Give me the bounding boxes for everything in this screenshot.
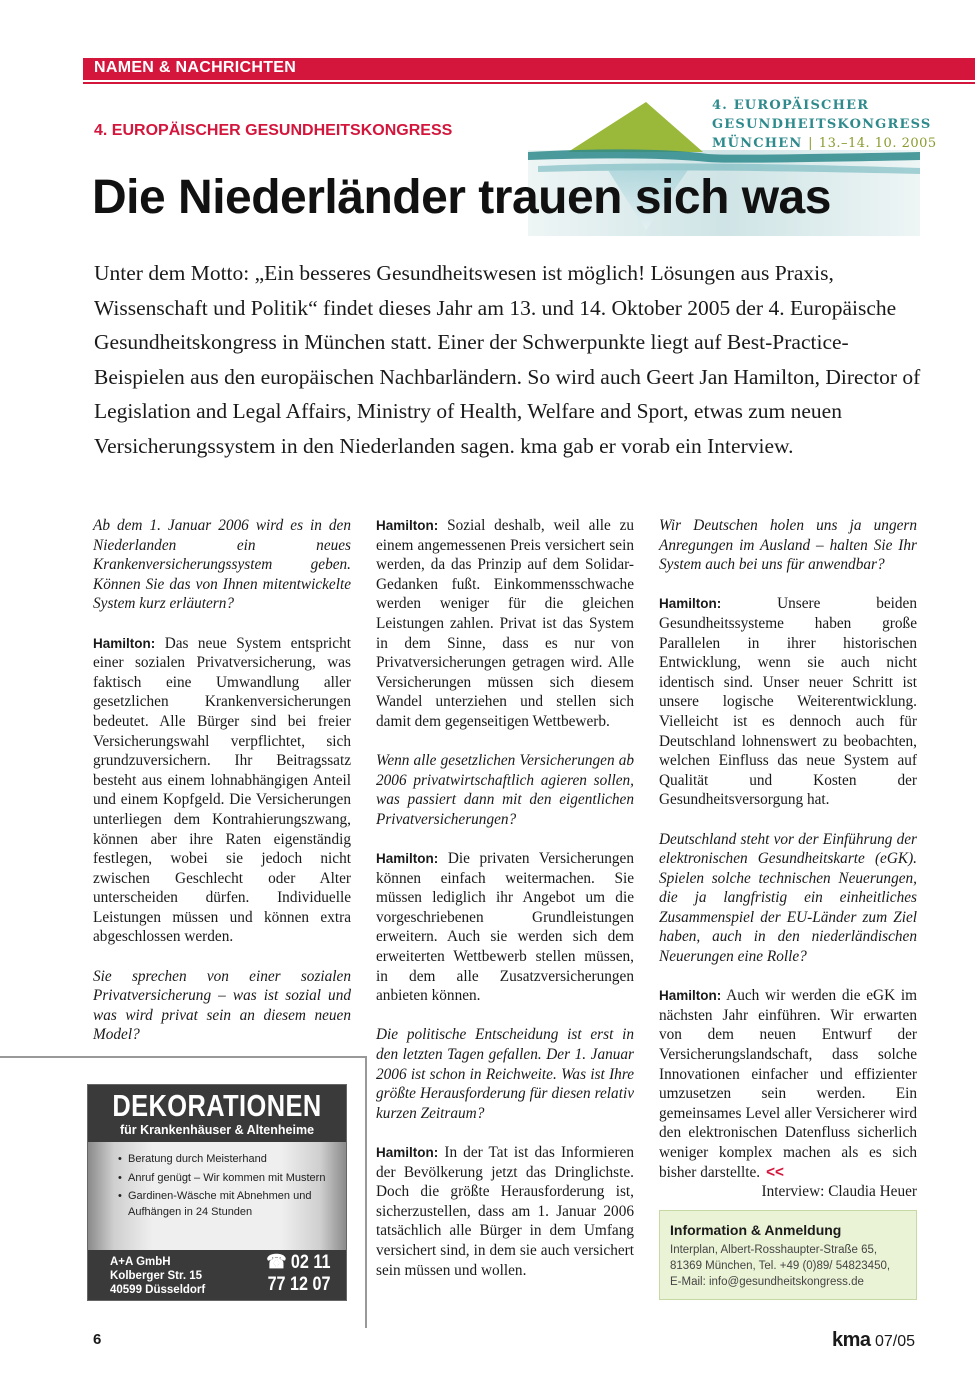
- speaker-label: Hamilton:: [376, 851, 439, 867]
- question: Wir Deutschen holen uns ja ungern Anregungen im Ausland – halten Sie Ihr System auch bei uns für anwendbar?: [659, 517, 917, 574]
- ad-city: 40599 Düsseldorf: [110, 1284, 206, 1296]
- answer: [93, 634, 351, 948]
- byline: Interview: Claudia Heuer: [761, 1183, 917, 1201]
- logo-dates: 13.–14. 10. 2005: [818, 136, 937, 151]
- speaker-label: Hamilton:: [376, 1145, 439, 1160]
- answer-text: Die privaten Versicherungen können einfach weitermachen. Sie müssen lediglich ihr Angebot um die vorgeschriebenen Grundleistungen erweitern. Auch sie werden sich dem erweiterten Wettbewerb stellen müssen, in dem alle Zusatzversicherungen anbieten können.: [376, 850, 634, 1005]
- article-kicker: 4. EUROPÄISCHER GESUNDHEITSKONGRESS: [94, 122, 453, 139]
- logo-line-1: 4. EUROPÄISCHER: [712, 98, 870, 113]
- logo-city: MÜNCHEN: [712, 136, 803, 151]
- speaker-label: Hamilton:: [659, 988, 722, 1004]
- ad-phone-number: 77 12 07: [267, 1274, 330, 1295]
- info-box: [659, 1210, 917, 1300]
- brand-logo: kma: [831, 1329, 871, 1351]
- info-title: Information & Anmeldung: [670, 1222, 842, 1238]
- info-phone: 81369 München, Tel. +49 (0)89/ 54823450,: [670, 1260, 891, 1272]
- question: Ab dem 1. Januar 2006 wird es in den Niederlanden ein neues Krankenversicherungssystem geben. Können Sie das von Ihnen mitentwickelte System kurz erläutern?: [93, 517, 351, 613]
- telephone-icon: ☎: [265, 1252, 286, 1273]
- ad-footer: [88, 1250, 346, 1300]
- ad-title: DEKORATIONEN: [112, 1088, 322, 1123]
- answer-text: In der Tat ist das Informieren der Bevölkerung jetzt das Dringlichste. Doch die größte Herausforderung ist, sicherzustellen, dass am 1. Januar 2006 tatsächlich alle Bürger in dem Umfang versichert sind, in dem sie auch versichert sein müssen und wollen.: [376, 1144, 634, 1279]
- question: Wenn alle gesetzlichen Versicherungen ab 2006 privatwirtschaftlich agieren sollen, was passiert dann mit den eigentlichen Privatversicherungen?: [376, 752, 634, 828]
- question: Die politische Entscheidung ist erst in den letzten Tagen gefallen. Der 1. Januar 2006 ist schon in Reichweite. Was ist Ihre größte Herausforderung für diesen relativ kurzen Zeitraum?: [376, 1026, 634, 1122]
- ad-feature-list: [118, 1152, 328, 1223]
- congress-logo-text: [712, 96, 937, 153]
- ad-company: A+A GmbH: [110, 1256, 171, 1268]
- ad-header: [88, 1085, 346, 1142]
- ad-curtain-panel: [88, 1142, 346, 1250]
- ad-address: [110, 1255, 205, 1297]
- end-mark: <<: [766, 1163, 784, 1181]
- ad-street: Kolberger Str. 15: [110, 1270, 203, 1282]
- section-bar: [83, 58, 975, 80]
- text-column-2: [376, 516, 634, 1300]
- ad-feature-item: • Anruf genügt – Wir kommen mit Mustern: [118, 1171, 328, 1187]
- page-number: 6: [93, 1331, 102, 1348]
- logo-line-3: MÜNCHEN | 13.–14. 10. 2005: [712, 136, 937, 151]
- answer-text: Unsere beiden Gesundheitssysteme haben große Parallelen in ihrer historischen Entwicklung, wenn sie auch nicht identisch sind. Unser neuer Schritt ist unsere logische Weiterentwicklung. Vielleicht ist es dennoch auch für Deutschland lohnenswert zu beobachten, welchen Einfluss das neue System auf Qualität und Kosten der Gesundheitsversorgung hat.: [659, 595, 917, 809]
- info-email[interactable]: E-Mail: info@gesundheitskongress.de: [670, 1276, 864, 1288]
- answer: [659, 986, 917, 1182]
- answer: [376, 516, 634, 732]
- ad-feature-item: • Gardinen-Wäsche mit Abnehmen und Aufhängen in 24 Stunden: [118, 1189, 328, 1220]
- question: Deutschland steht vor der Einführung der elektronischen Gesundheitskarte (eGK). Spielen solche technischen Neuerungen, die ja langfristig ein einheitliches Zusammenspiel der EU-Länder zum Ziel haben, auch in den niederländischen Neuerungen eine Rolle?: [659, 830, 917, 966]
- issue-number: 07/05: [874, 1333, 915, 1350]
- answer-text: Das neue System entspricht einer sozialen Privatversicherung, was faktisch eine Umwandlung aller gesetzlichen Krankenversicherungen bedeutet. Alle Bürger sind bei freier Versicherungswahl verpflichtet, sich grundzuversichern. Ihr Beitragssatz besteht aus einem lohnabhängigen Anteil und einem Kopfgeld. Die Versicherungen unterliegen dem Kontrahierungszwang, können aber ihre Raten eigenständig festlegen, wobei sie jedoch nicht zwischen Geschlecht oder Alter unterscheiden dürfen. Individuelle Leistungen müssen und können extra abgeschlossen werden.: [93, 634, 351, 946]
- answer: [376, 1143, 634, 1280]
- info-body: [670, 1242, 914, 1290]
- speaker-label: Hamilton:: [659, 596, 722, 612]
- speaker-label: Hamilton:: [93, 635, 156, 651]
- ad-phone: [266, 1252, 330, 1296]
- ad-subtitle: für Krankenhäuser & Altenheime: [119, 1123, 315, 1137]
- speaker-label: Hamilton:: [376, 518, 439, 533]
- question: Sie sprechen von einer sozialen Privatversicherung – was ist sozial und was wird privat sein an diesem neuen Model?: [93, 967, 351, 1044]
- magazine-brand: [832, 1329, 915, 1352]
- text-column-3: [659, 516, 917, 1202]
- tent-shape: [568, 102, 703, 152]
- answer: [376, 849, 634, 1006]
- section-divider: [83, 82, 975, 84]
- answer: [659, 594, 917, 810]
- answer-text: Sozial deshalb, weil alle zu einem angemessenen Preis versichert sein werden, da das Prinzip auf dem Solidar-Gedanken fußt. Einkommensschwache werden weniger für die gleichen Leistungen zahlen. Privat ist das System in dem Sinne, dass es nur von Privatversicherungen getragen wird. Alle Versicherungen müssen sich diesem Wandel unterziehen und stellen sich damit dem gegenseitigen Wettbewerb.: [376, 517, 635, 730]
- logo-line-2: GESUNDHEITSKONGRESS: [712, 117, 932, 132]
- ad-feature-item: • Beratung durch Meisterhand: [118, 1152, 328, 1168]
- section-label: NAMEN & NACHRICHTEN: [94, 59, 297, 76]
- article-headline: Die Niederländer trauen sich was: [92, 171, 831, 224]
- ad-phone-area: 02 11: [290, 1252, 330, 1273]
- article-lead: Unter dem Motto: „Ein besseres Gesundheitswesen ist möglich! Lösungen aus Praxis, Wissenschaft und Politik“ findet dieses Jahr am 13. und 14. Oktober 2005 der 4. Europäische Gesundheitskongress in München statt. Einer der Schwerpunkte liegt auf Best-Practice-Beispielen aus den europäischen Nachbarländern. So wird auch Geert Jan Hamilton, Director of Legislation and Legal Affairs, Ministry of Health, Welfare and Sport, etwas zum neuen Versicherungssystem in den Niederlanden sagen. kma gab er vorab ein Interview.: [94, 261, 921, 458]
- answer-text: Auch wir werden die eGK im nächsten Jahr einführen. Wir erwarten von dem neuen Entwurf der Versicherungslandschaft, dass solche Innovationen einfacher und effizienter umzusetzen sein werden. Ein gemeinsames Level aller Versicherer wird den elektronischen Datenfluss sicherlich weniger komplex machen als es sich bisher darstellte.: [659, 987, 918, 1181]
- info-address: Interplan, Albert-Rosshaupter-Straße 65,: [670, 1244, 878, 1256]
- text-column-1: [93, 516, 351, 1065]
- advertisement: [87, 1084, 347, 1301]
